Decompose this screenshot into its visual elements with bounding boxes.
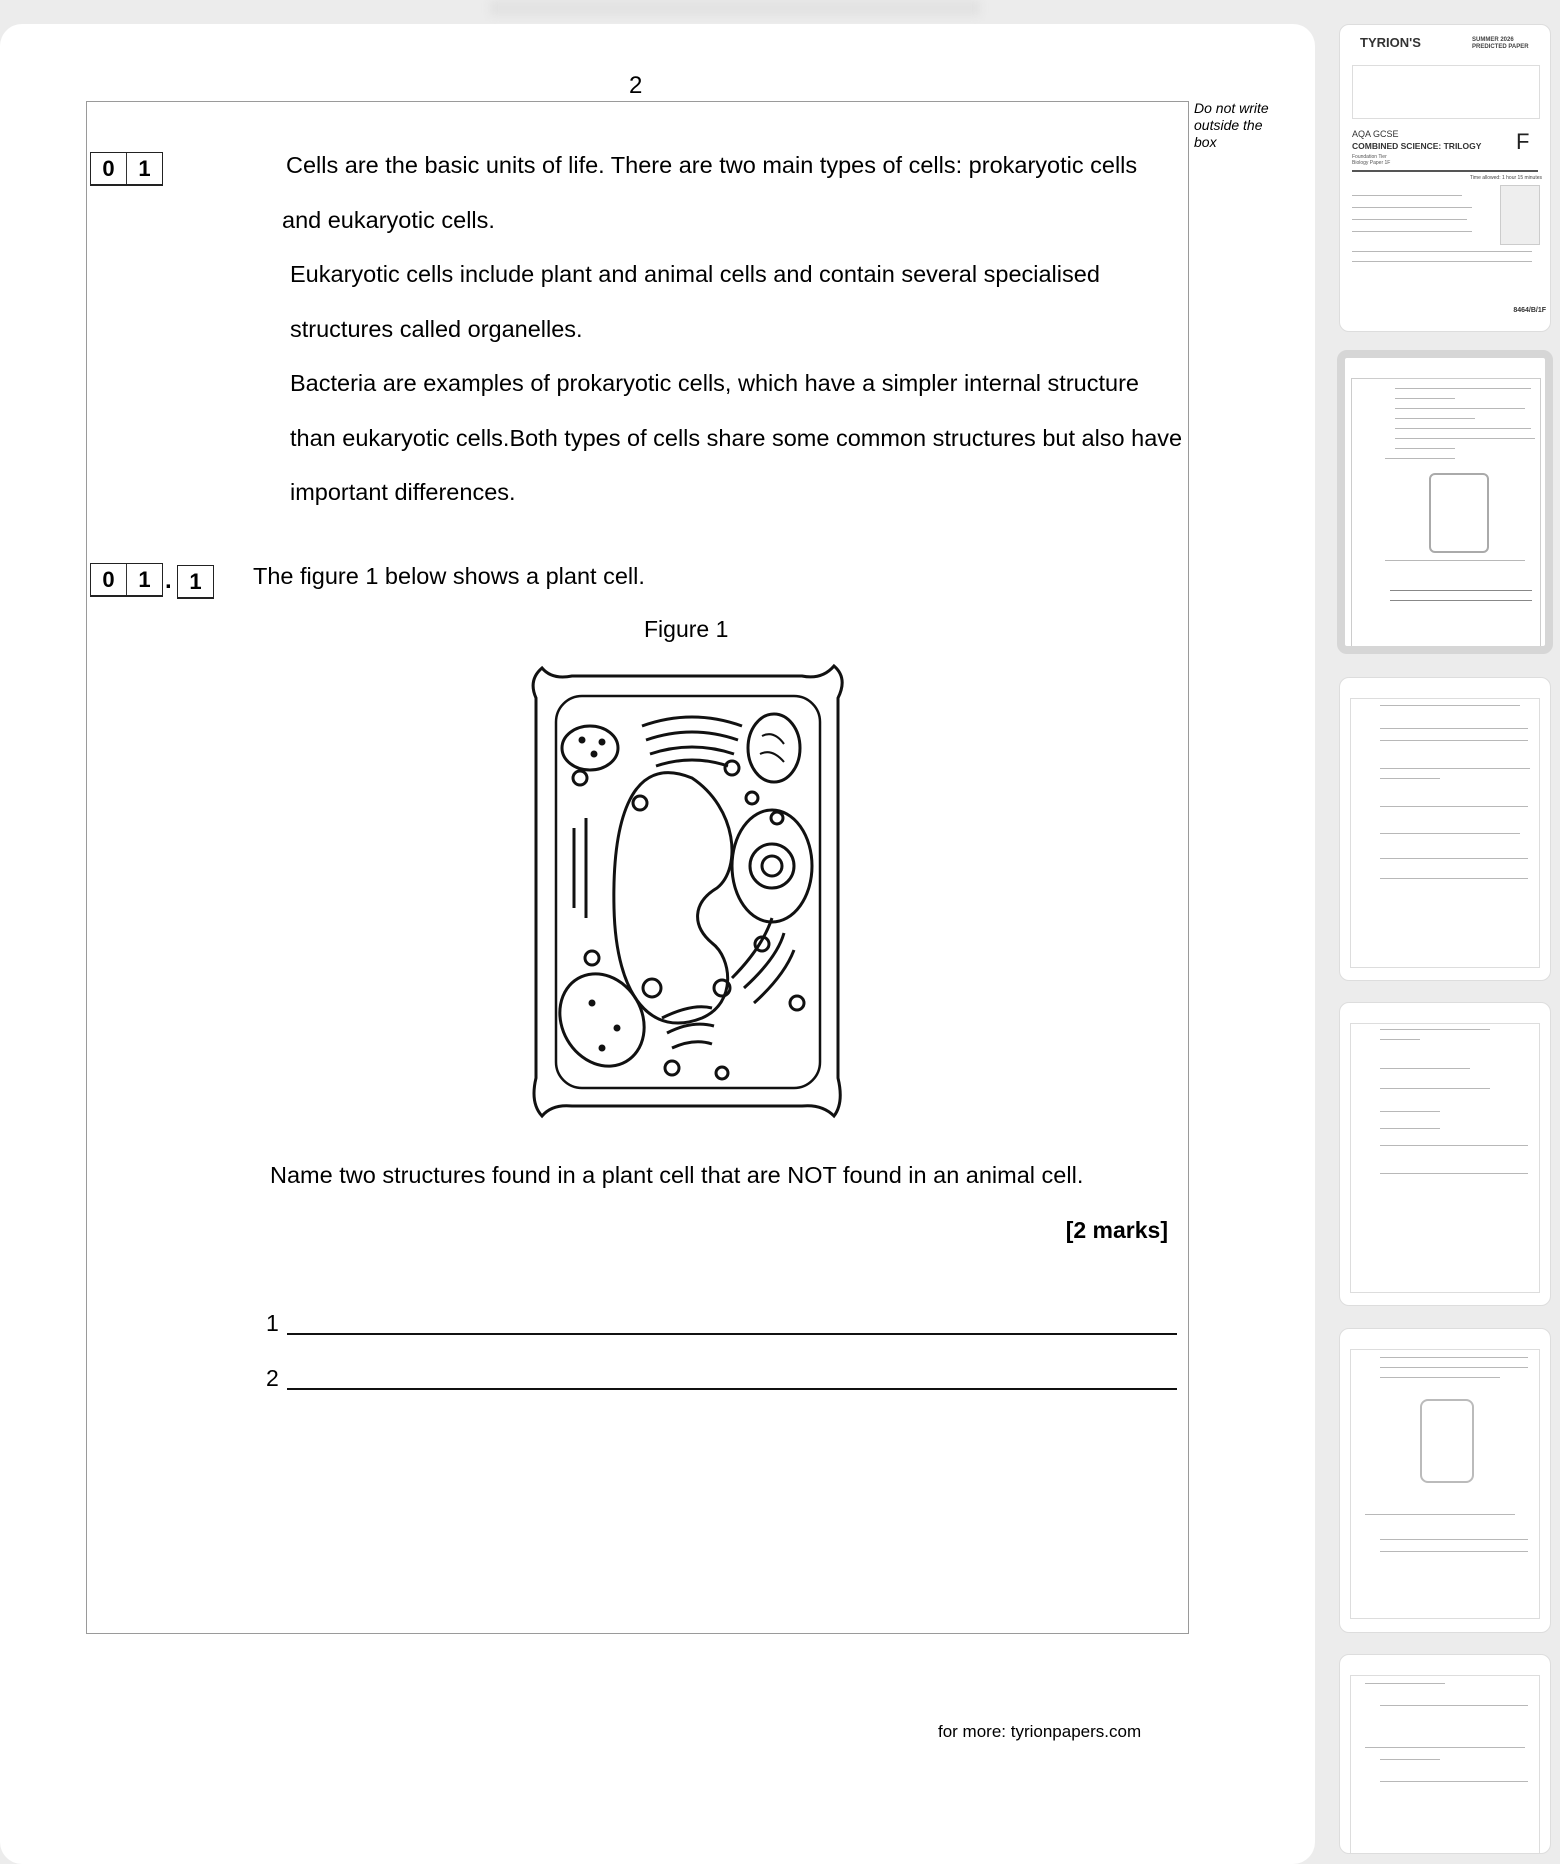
page-thumbnail-6[interactable]	[1339, 1654, 1551, 1854]
question-digit: 0	[102, 567, 115, 592]
page-thumbnail-4[interactable]	[1339, 1002, 1551, 1306]
cover-subject: COMBINED SCIENCE: TRILOGY	[1352, 141, 1482, 151]
intro-line: than eukaryotic cells.Both types of cells share some common structures but also have	[290, 425, 1183, 451]
page-thumbnail-5[interactable]	[1339, 1328, 1551, 1633]
answer-line-2[interactable]	[287, 1388, 1177, 1390]
subquestion-number-box	[90, 563, 163, 597]
intro-line: structures called organelles.	[290, 316, 583, 342]
cover-marks-table	[1500, 185, 1540, 245]
cover-candidate-box	[1352, 65, 1540, 119]
cover-code: 8464/B/1F	[1513, 307, 1546, 314]
intro-line: Eukaryotic cells include plant and animal cells and contain several specialised	[290, 261, 1100, 287]
question-digit: 1	[189, 569, 202, 594]
intro-line: Cells are the basic units of life. There are two main types of cells: prokaryotic cells	[286, 152, 1138, 178]
page-thumbnail-1[interactable]	[1339, 24, 1551, 332]
answer-line-1[interactable]	[287, 1333, 1177, 1335]
page-thumbnail-2-selected[interactable]	[1337, 350, 1553, 654]
cover-tier-letter: F	[1516, 129, 1530, 154]
cover-paper: Biology Paper 1F	[1352, 160, 1391, 166]
cover-time: Time allowed: 1 hour 15 minutes	[1469, 175, 1542, 181]
subquestion-part-box	[177, 565, 214, 599]
question-digit: 1	[126, 564, 162, 595]
marks-label: [2 marks]	[1065, 1217, 1168, 1243]
intro-line: Bacteria are examples of prokaryotic cells, which have a simpler internal structure	[290, 370, 1139, 396]
subquestion-prompt: Name two structures found in a plant cell that are NOT found in an animal cell.	[270, 1162, 1084, 1188]
cover-brand: TYRION'S	[1360, 35, 1421, 50]
question-number-box	[90, 152, 163, 186]
question-digit: 0	[102, 156, 115, 181]
window-title-bar	[490, 0, 980, 16]
intro-line: important differences.	[290, 479, 516, 505]
number-separator: .	[165, 567, 172, 594]
page-thumbnail-3[interactable]	[1339, 677, 1551, 981]
footer-link: for more: tyrionpapers.com	[938, 1722, 1142, 1741]
answer-number: 1	[266, 1310, 279, 1336]
subquestion-text: The figure 1 below shows a plant cell.	[253, 563, 645, 589]
question-digit: 1	[126, 153, 162, 184]
intro-line: and eukaryotic cells.	[282, 207, 495, 233]
cover-edition: SUMMER 2026	[1472, 37, 1514, 43]
answer-number: 2	[266, 1365, 279, 1391]
page-number: 2	[629, 72, 643, 99]
cover-tier: Foundation Tier	[1352, 154, 1387, 160]
figure-label: Figure 1	[644, 616, 729, 642]
plant-cell-diagram	[522, 658, 854, 1124]
cover-board: AQA GCSE	[1352, 129, 1399, 139]
margin-note: Do not write outside the box	[1194, 100, 1269, 150]
cover-edition-2: PREDICTED PAPER	[1472, 44, 1529, 50]
